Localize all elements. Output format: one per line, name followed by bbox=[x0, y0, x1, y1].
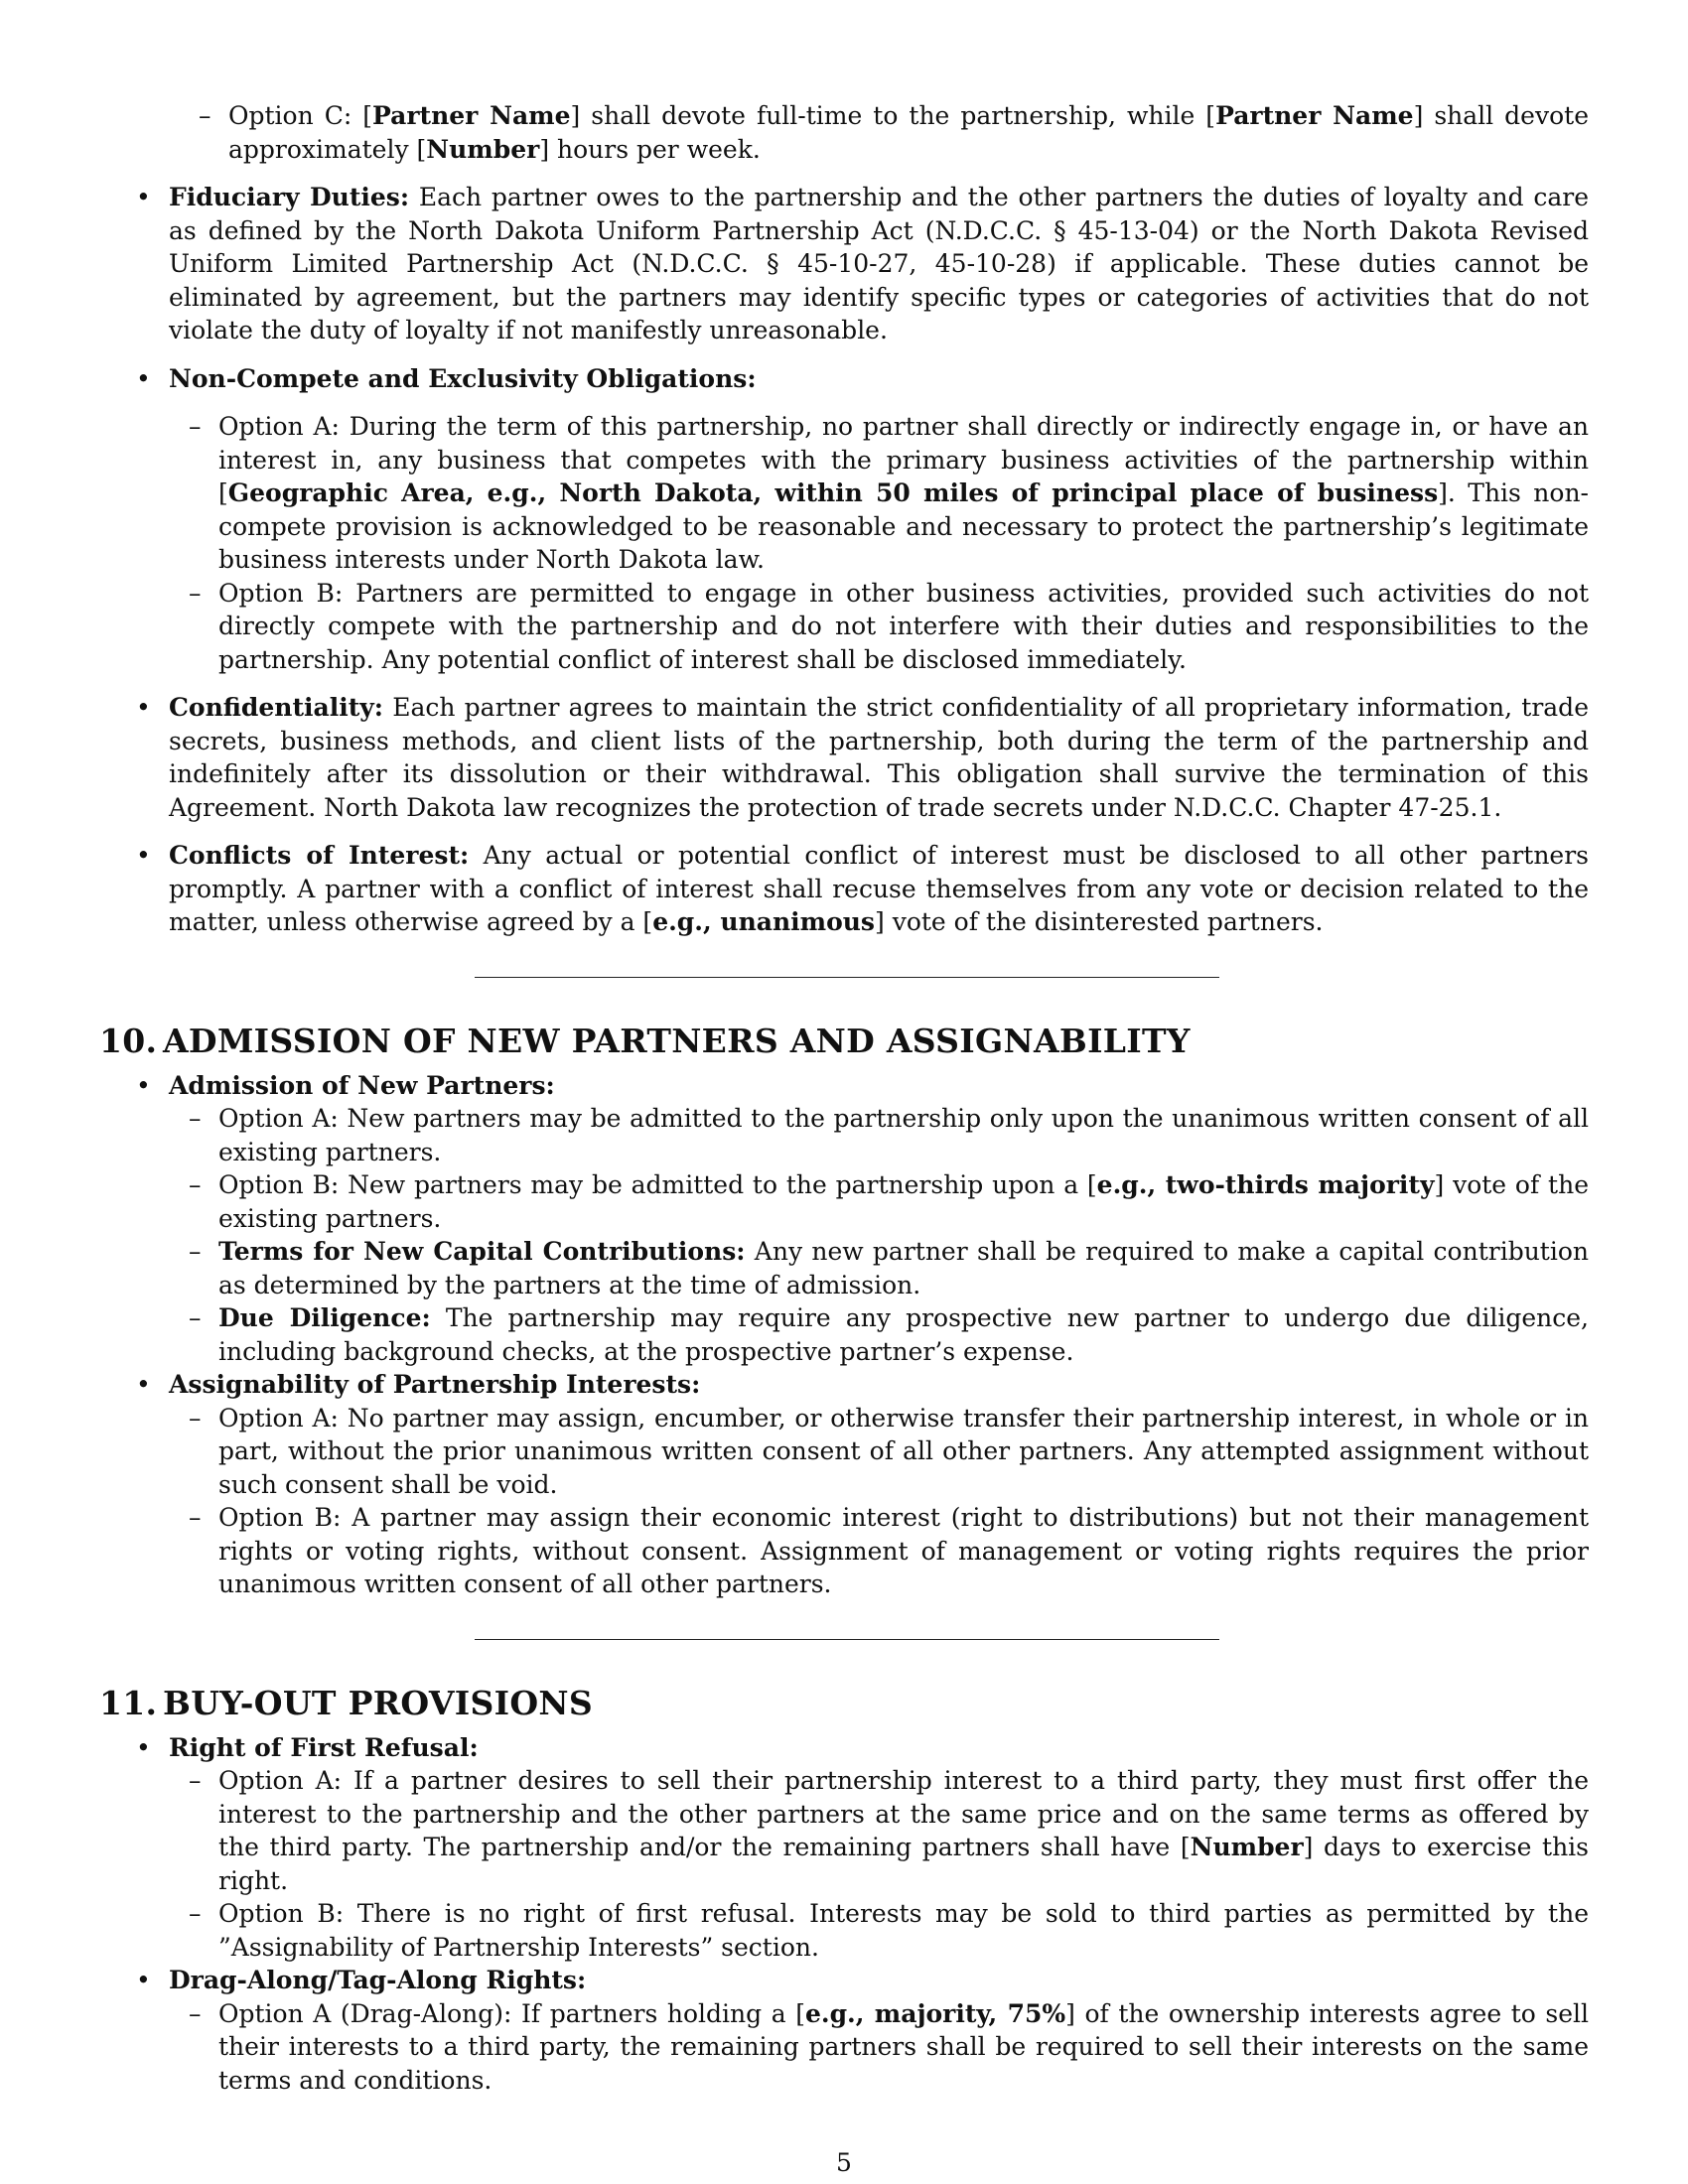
section-divider-1 bbox=[475, 977, 1219, 978]
admission-item bbox=[99, 1069, 1589, 1369]
confidentiality-item bbox=[99, 691, 1589, 824]
section-11-heading bbox=[99, 1684, 1589, 1723]
section10-bullets bbox=[99, 1069, 1589, 1601]
due-diligence-item bbox=[159, 1301, 1589, 1368]
rofr-label: Right of First Refusal: bbox=[169, 1732, 479, 1762]
two-thirds-placeholder: e.g., two-thirds majority bbox=[1096, 1170, 1435, 1199]
noncompete-option-a bbox=[159, 410, 1589, 577]
admission-options bbox=[159, 1102, 1589, 1368]
fiduciary-duties-label: Fiduciary Duties: bbox=[169, 183, 410, 211]
section-11-number: 11. bbox=[99, 1683, 158, 1722]
conflicts-label: Conflicts of Interest: bbox=[169, 841, 470, 870]
conflicts-text-prefix: Any actual or potential conflict of interest must be disclosed to all other partners promptly. A partner with a conflict of interest shall recuse themselves from any vote or decision related to the matter, unless otherwise agreed by a [ bbox=[169, 841, 1590, 936]
new-capital-terms-item bbox=[159, 1235, 1589, 1301]
rofr-number-placeholder: Number bbox=[1190, 1833, 1304, 1861]
drag-tag-item bbox=[99, 1964, 1589, 2097]
option-c-prefix: Option C: [ bbox=[228, 101, 373, 130]
conflicts-item bbox=[99, 839, 1589, 939]
noncompete-option-a-suffix: ]. This non-compete provision is acknowledged to be reasonable and necessary to protect the partnership’s legitimate business interests under North Dakota law. bbox=[218, 478, 1589, 574]
section-divider-2 bbox=[475, 1639, 1219, 1640]
admission-label: Admission of New Partners: bbox=[169, 1070, 555, 1100]
noncompete-label: Non-Compete and Exclusivity Obligations: bbox=[169, 363, 757, 393]
drag-along-prefix: Option A (Drag-Along): If partners holding a [ bbox=[218, 1998, 805, 2028]
section-10-heading bbox=[99, 1022, 1589, 1061]
assignability-item bbox=[99, 1368, 1589, 1601]
option-c-mid1: ] shall devote full-time to the partnership, while [ bbox=[570, 101, 1216, 130]
admission-option-b-prefix: Option B: New partners may be admitted to the partnership upon a [ bbox=[218, 1170, 1097, 1199]
drag-tag-label: Drag-Along/Tag-Along Rights: bbox=[169, 1966, 587, 1994]
due-diligence-text: The partnership may require any prospective new partner to undergo due diligence, including background checks, at the prospective partner’s expense. bbox=[218, 1303, 1589, 1366]
section11-bullets bbox=[99, 1731, 1589, 2098]
fiduciary-duties-item bbox=[99, 181, 1589, 347]
drag-tag-options bbox=[159, 1997, 1589, 2098]
noncompete-item bbox=[99, 362, 1589, 677]
option-c-mid2: ] shall devote approximately [ bbox=[228, 101, 1589, 164]
section-10-number: 10. bbox=[99, 1021, 158, 1060]
noncompete-options bbox=[159, 410, 1589, 676]
option-c-suffix: ] hours per week. bbox=[539, 134, 761, 164]
rofr-option-a-prefix: Option A: If a partner desires to sell their partnership interest to a third party, they must first offer the interest to the partnership and the other partners at the same price and on the same terms as offered by the third party. The partnership and/or the remaining partners shall have [ bbox=[218, 1766, 1589, 1861]
confidentiality-text: Each partner agrees to maintain the strict confidentiality of all proprietary information, trade secrets, business methods, and client lists of the partnership, both during the term of the partnership and indefinitely after its dissolution or their withdrawal. This obligation shall survive the termination of this Agreement. North Dakota law recognizes the protection of trade secrets under N.D.C.C. Chapter 47-25.1. bbox=[169, 693, 1589, 822]
assignability-option-a: – Option A: No partner may assign, encumber, or otherwise transfer their partnership interest, in whole or in part, without the prior unanimous written consent of all other partners. Any attempted assignment without such consent shall be void. bbox=[159, 1402, 1589, 1502]
rofr-option-a-suffix: ] days to exercise this right. bbox=[218, 1833, 1589, 1895]
geographic-area-placeholder: Geographic Area, e.g., North Dakota, within 50 miles of principal place of business bbox=[227, 478, 1439, 507]
rofr-options bbox=[159, 1764, 1589, 1964]
section-11-title: BUY-OUT PROVISIONS bbox=[163, 1683, 594, 1722]
confidentiality-label: Confidentiality: bbox=[169, 693, 384, 722]
unanimous-placeholder: e.g., unanimous bbox=[652, 907, 875, 936]
partner-name-placeholder-2: Partner Name bbox=[1215, 101, 1414, 130]
rofr-option-a bbox=[159, 1764, 1589, 1897]
rofr-item bbox=[99, 1731, 1589, 1965]
due-diligence-label: Due Diligence: bbox=[218, 1303, 431, 1332]
admission-option-b bbox=[159, 1168, 1589, 1235]
partner-name-placeholder-1: Partner Name bbox=[372, 101, 571, 130]
admission-option-a: – Option A: New partners may be admitted to the partnership only upon the unanimous written consent of all existing partners. bbox=[159, 1102, 1589, 1168]
drag-along-suffix: ] of the ownership interests agree to sell their interests to a third party, the remaining partners shall be required to sell their interests on the same terms and conditions. bbox=[218, 1998, 1590, 2095]
majority-placeholder: e.g., majority, 75% bbox=[804, 1998, 1066, 2028]
admission-option-b-suffix: ] vote of the existing partners. bbox=[218, 1170, 1589, 1233]
noncompete-option-b: – Option B: Partners are permitted to engage in other business activities, provided such activities do not directly compete with the partnership and do not interfere with their duties and responsibilities to the partnership. Any potential conflict of interest shall be disclosed immediately. bbox=[159, 577, 1589, 677]
assignability-option-b: – Option B: A partner may assign their economic interest (right to distributions) but not their management rights or voting rights, without consent. Assignment of management or voting rights requires the prior unanimous written consent of all other partners. bbox=[159, 1501, 1589, 1601]
fiduciary-duties-text: Each partner owes to the partnership and the other partners the duties of loyalty and care as defined by the North Dakota Uniform Partnership Act (N.D.C.C. § 45-13-04) or the North Dakota Revised Uniform Limited Partnership Act (N.D.C.C. § 45-10-27, 45-10-28) if applicable. These duties cannot be eliminated by agreement, but the partners may identify specific types or categories of activities that do not violate the duty of loyalty if not manifestly unreasonable. bbox=[169, 183, 1589, 344]
page-number: 5 bbox=[836, 2148, 852, 2177]
new-capital-terms-text: Any new partner shall be required to make a capital contribution as determined by the partners at the time of admission. bbox=[218, 1237, 1589, 1299]
page-content bbox=[99, 99, 1589, 2097]
section9-bullets bbox=[99, 181, 1589, 939]
assignability-options bbox=[159, 1402, 1589, 1601]
section-10-title: ADMISSION OF NEW PARTNERS AND ASSIGNABILITY bbox=[163, 1021, 1191, 1060]
option-c-item bbox=[169, 99, 1589, 166]
assignability-label: Assignability of Partnership Interests: bbox=[169, 1370, 701, 1399]
conflicts-text-suffix: ] vote of the disinterested partners. bbox=[875, 907, 1324, 936]
drag-along-option-a bbox=[159, 1997, 1589, 2098]
new-capital-terms-label: Terms for New Capital Contributions: bbox=[218, 1237, 746, 1266]
number-placeholder: Number bbox=[426, 134, 540, 164]
noncompete-option-a-prefix: Option A: During the term of this partnership, no partner shall directly or indirectly engage in, or have an interest in, any business that competes with the primary business activities of the partnership within [ bbox=[218, 412, 1589, 507]
option-c-list bbox=[169, 99, 1589, 166]
rofr-option-b: – Option B: There is no right of first refusal. Interests may be sold to third parties as permitted by the ”Assignability of Partnership Interests” section. bbox=[159, 1897, 1589, 1964]
